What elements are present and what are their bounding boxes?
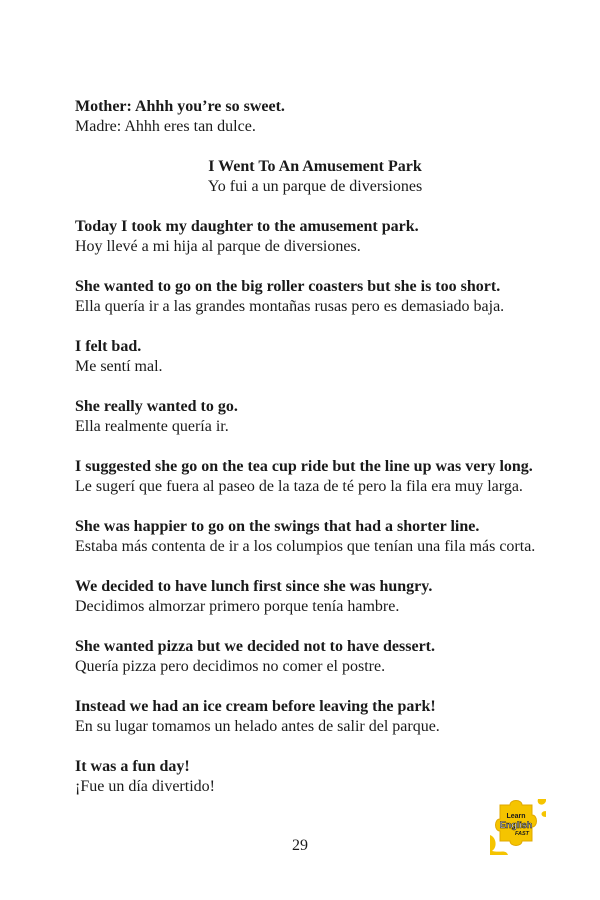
story-line-english: She wanted pizza but we decided not to have dessert. — [75, 638, 435, 655]
story-line-spanish: Ella realmente quería ir. — [75, 418, 229, 435]
story-line-spanish: Me sentí mal. — [75, 358, 163, 375]
intro-dialogue — [75, 97, 545, 137]
story-line — [75, 517, 545, 557]
story-line-english: Today I took my daughter to the amusement park. — [75, 218, 419, 235]
story-line-english: She wanted to go on the big roller coasters but she is too short. — [75, 278, 501, 295]
story-line — [75, 697, 545, 737]
story-title-spanish: Yo fui a un parque de diversiones — [207, 178, 423, 195]
story-line — [75, 757, 545, 797]
story-line-spanish: Le sugerí que fuera al paseo de la taza de té pero la fila era muy larga. — [75, 478, 523, 495]
story-line — [75, 397, 545, 437]
logo-text-learn: Learn — [506, 813, 526, 820]
story-line-spanish: Hoy llevé a mi hija al parque de diversiones. — [75, 238, 361, 255]
intro-english: Mother: Ahhh you’re so sweet. — [75, 98, 285, 115]
story-title-english: I Went To An Amusement Park — [208, 158, 422, 175]
page-content — [75, 97, 545, 817]
story-line-english: Instead we had an ice cream before leaving the park! — [75, 698, 436, 715]
story-line-spanish: Quería pizza pero decidimos no comer el postre. — [75, 658, 386, 675]
story-line-spanish: Estaba más contenta de ir a los columpios que tenían una fila más corta. — [75, 538, 536, 555]
story-line-english: We decided to have lunch first since she was hungry. — [75, 578, 433, 595]
logo-text-english: English — [499, 820, 533, 830]
story-line-english: It was a fun day! — [75, 758, 190, 775]
story-line-english: I felt bad. — [75, 338, 142, 355]
story-line-spanish: Decidimos almorzar primero porque tenía hambre. — [75, 598, 400, 615]
intro-spanish: Madre: Ahhh eres tan dulce. — [75, 118, 256, 135]
puzzle-shape-corner — [538, 799, 546, 817]
story-line-spanish: Ella quería ir a las grandes montañas rusas pero es demasiado baja. — [75, 298, 505, 315]
story-line — [75, 457, 545, 497]
story-line — [75, 337, 545, 377]
story-line — [75, 277, 545, 317]
story-title-block — [75, 157, 545, 197]
story-line — [75, 217, 545, 257]
story-line-english: She really wanted to go. — [75, 398, 238, 415]
logo-text-fast: FAST — [514, 831, 530, 837]
story-line-spanish: ¡Fue un día divertido! — [75, 778, 215, 795]
story-line-english: She was happier to go on the swings that had a shorter line. — [75, 518, 480, 535]
page-number: 29 — [292, 837, 308, 854]
story-line-spanish: En su lugar tomamos un helado antes de salir del parque. — [75, 718, 440, 735]
story-line — [75, 637, 545, 677]
story-line — [75, 577, 545, 617]
story-line-english: I suggested she go on the tea cup ride but the line up was very long. — [75, 458, 533, 475]
